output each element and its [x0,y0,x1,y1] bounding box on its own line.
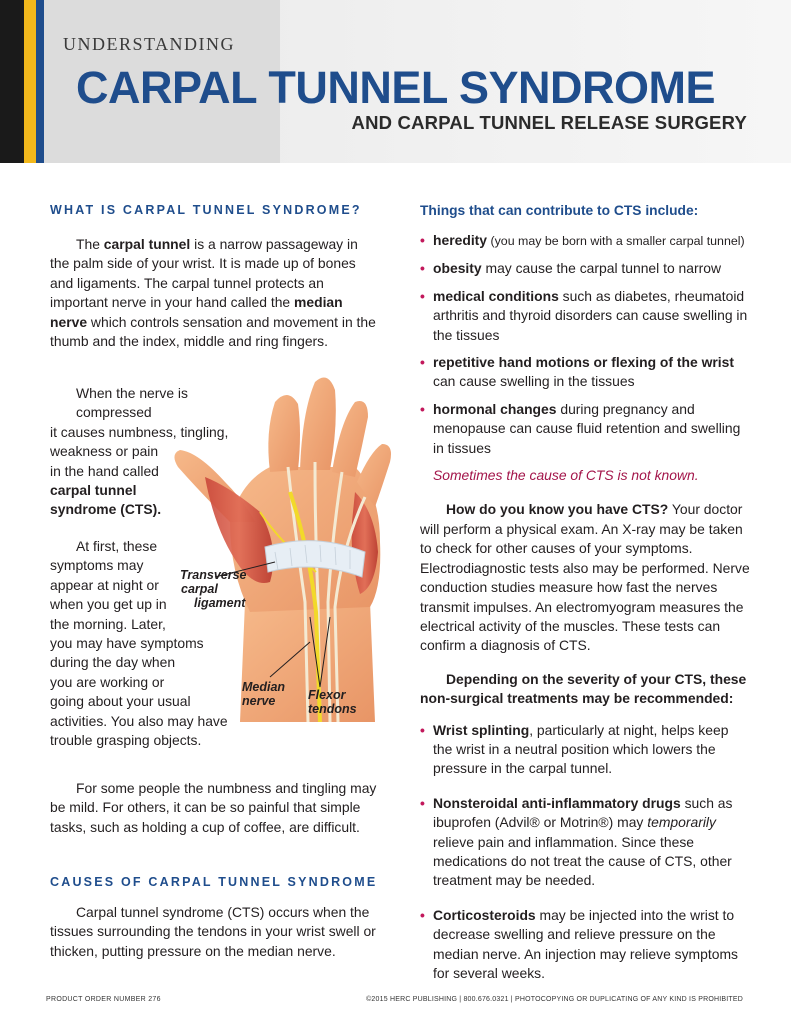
line: going about your usual [50,693,191,710]
factor-detail: can cause swelling in the tissues [433,373,635,390]
callout-transverse-ligament [180,568,247,610]
footer-copyright: ©2015 HERC PUBLISHING | 800.676.0321 | PHOTOCOPYING OR DUPLICATING OF ANY KIND IS PROHIBITED [366,996,743,1003]
text-run: which controls sensation and movement in the thumb and the index, middle and ring fingers. [50,313,376,350]
factor-term: medical conditions [433,287,559,304]
factor-term: hormonal changes [433,400,557,417]
paragraph-severity: For some people the numbness and tingling may be mild. For others, it can be so painful that simple tasks, such as holding a cup of coffee, are difficult. [50,780,377,835]
page-subtitle: AND CARPAL TUNNEL RELEASE SURGERY [351,112,747,133]
treatment-detail: , particularly at night, helps keep the wrist in a neutral position which lowers the pressure in the carpal tunnel. [433,721,729,777]
term-cts-line1: carpal tunnel [50,482,137,499]
list-item [420,400,750,458]
stripe-gold [24,0,36,163]
treatments-heading: Depending on the severity of your CTS, these non-surgical treatments may be recommended: [420,670,747,707]
line: symptoms may [50,557,144,574]
stripe-black [0,0,24,163]
diagnosis-lead: How do you know you have CTS? [446,501,669,518]
treatment-detail: relieve pain and inflammation. Since these medications do not treat the cause of CTS, other treatment may be needed. [433,833,732,889]
callout-line: Median [242,680,286,694]
factor-detail: may cause the carpal tunnel to narrow [481,260,721,277]
diagnosis-text: Your doctor will perform a physical exam. An X-ray may be taken to check for other causes of your symptoms. Electrodiagnostic tests also may be performed. Nerve conduction studies measure how fast the nerves transmit impulses. An electromyogram measures the electrical activity of the muscles. These tests can confirm a diagnosis of CTS. [420,501,750,654]
paragraph-causes: Carpal tunnel syndrome (CTS) occurs when the tissues surrounding the tendons in your wrist swell or thicken, putting pressure on the median nerve. [50,904,376,959]
factor-detail: such as diabetes, rheumatoid arthritis and thyroid disorders can cause swelling in the tissues [433,287,748,343]
heading-what-is-cts: WHAT IS CARPAL TUNNEL SYNDROME? [50,203,362,217]
callout-line: tendons [308,702,357,716]
line: during the day when [50,654,176,671]
line: it causes numbness, tingling, [50,423,229,440]
footer-order-number: PRODUCT ORDER NUMBER 276 [46,996,161,1003]
callout-median-nerve [242,680,285,708]
line: you are working or [50,673,165,690]
term-median-nerve: median nerve [50,294,343,330]
line: weakness or pain [50,443,159,460]
list-item [420,906,750,984]
text-run: The [76,236,104,252]
line: in the hand called [50,462,159,479]
contributing-factors-list [420,231,750,458]
unknown-cause-note: Sometimes the cause of CTS is not known. [433,467,699,484]
factor-term: heredity [433,232,488,248]
callout-line: carpal [181,582,218,596]
list-item [420,721,750,779]
treatment-detail: such as ibuprofen (Advil® or Motrin®) may [433,794,733,831]
factor-detail: during pregnancy and menopause can cause fluid retention and swelling in tissues [433,400,741,456]
callout-line: Transverse [180,568,247,582]
stripe-blue [36,0,44,163]
callout-line: ligament [194,596,246,610]
callout-line: Flexor [308,688,346,702]
treatment-term: Corticosteroids [433,906,536,923]
treatment-detail: may be injected into the wrist to decrease swelling and relieve pressure on the median nerve. An injection may relieve symptoms for several weeks. [433,906,738,981]
text-run: is a narrow passageway in the palm side of your wrist. It is made up of bones and ligaments. The carpal tunnel protects an important nerve in your hand called the [50,236,358,311]
term-carpal-tunnel: carpal tunnel [103,236,191,252]
ring-finger [332,401,368,477]
index-finger [268,395,300,472]
header-kicker: UNDERSTANDING [63,34,236,54]
heading-causes-of-cts: CAUSES OF CARPAL TUNNEL SYNDROME [50,875,378,889]
header-band [0,0,791,163]
treatments-list [420,721,750,984]
list-item [420,259,750,278]
callout-line: nerve [242,694,276,708]
heading-contributing-factors: Things that can contribute to CTS include: [420,203,699,218]
hand-anatomy-drawing [170,372,400,722]
right-column [420,203,750,983]
hand-illustration [170,372,400,722]
line: when you get up in [50,596,167,613]
term-cts-line2: syndrome (CTS). [50,501,162,518]
line: When the nerve is compressed [76,385,188,421]
treatment-term: Nonsteroidal anti-inflammatory drugs [433,794,681,811]
line: activities. You also may have [50,712,228,729]
list-item [420,231,750,251]
list-item [420,287,750,345]
callout-flexor-tendons [308,688,357,716]
page-title: CARPAL TUNNEL SYNDROME [76,62,716,113]
line: At first, these [76,538,158,554]
line: the morning. Later, [50,615,166,632]
factor-term: obesity [433,260,482,277]
line: you may have symptoms [50,635,204,652]
treatment-emphasis: temporarily [647,814,716,831]
list-item [420,794,750,891]
line: trouble grasping objects. [50,732,202,749]
paragraph-diagnosis [420,500,750,655]
factor-term: repetitive hand motions or flexing of the wrist [433,354,734,371]
line: appear at night or [50,576,159,593]
paragraph-carpal-tunnel [50,235,380,351]
list-item [420,353,750,392]
middle-finger [300,378,336,471]
factor-detail: (you may be born with a smaller carpal tunnel) [487,234,745,248]
treatment-term: Wrist splinting [433,721,530,738]
